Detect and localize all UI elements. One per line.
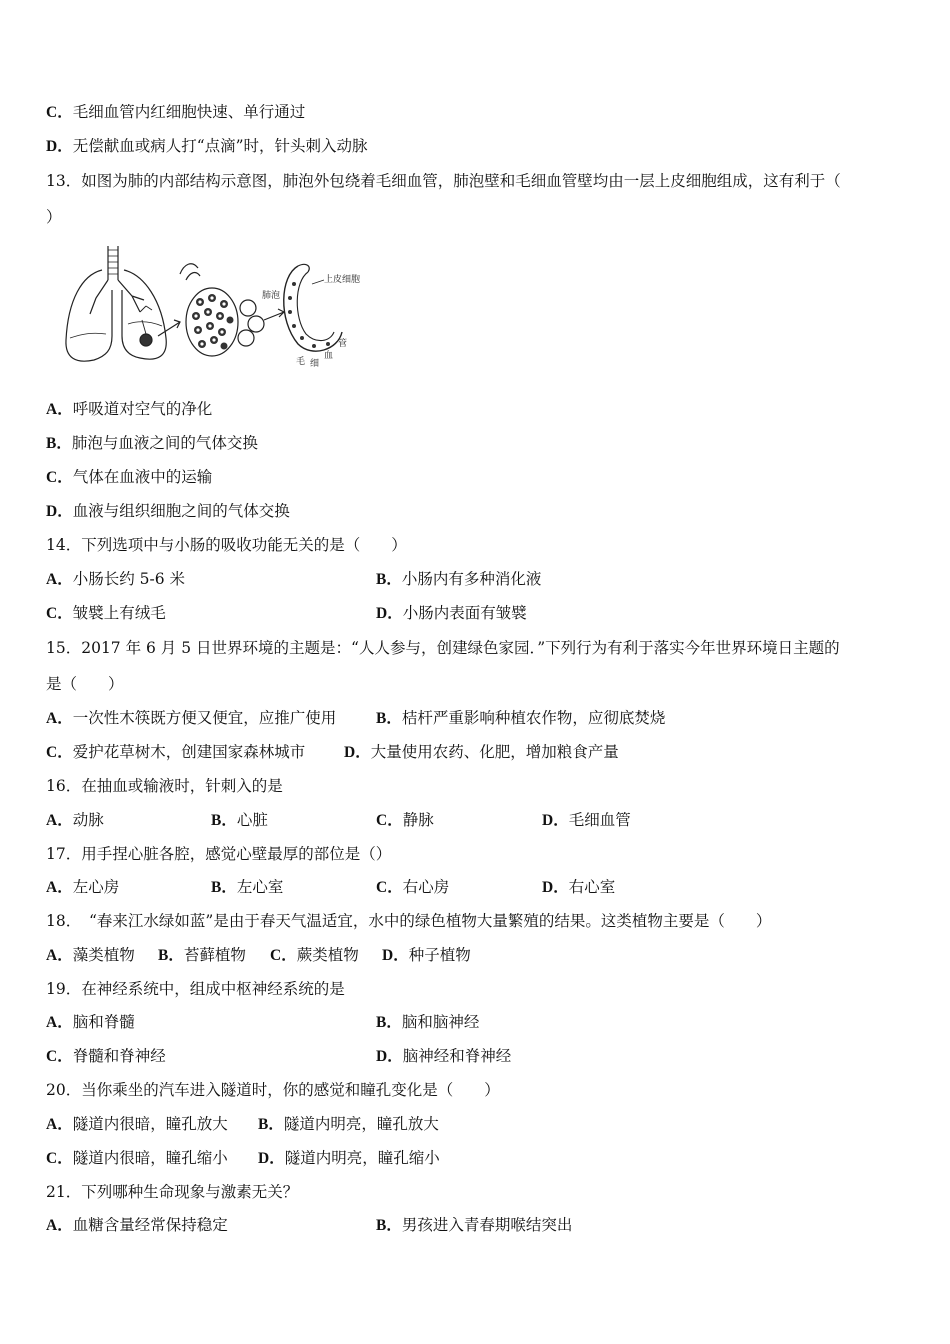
q13-option-b: B．肺泡与血液之间的气体交换 [46, 434, 258, 452]
label-alveolus: 肺泡 [262, 291, 281, 301]
label-capillary-1: 毛 [296, 357, 306, 367]
q12-option-d: D．无偿献血或病人打“点滴”时，针头刺入动脉 [46, 137, 368, 155]
q16-stem: 16．在抽血或输液时，针刺入的是 [46, 777, 283, 795]
q19-row-1 [46, 1012, 480, 1032]
q16-option-d: D．毛细血管 [542, 811, 631, 829]
q14-row-1 [46, 569, 542, 589]
q19-option-b: B．脑和脑神经 [376, 1013, 480, 1031]
q12-option-c: C．毛细血管内红细胞快速、单行通过 [46, 103, 306, 121]
q15-option-a: A．一次性木筷既方便又便宜，应推广使用 [46, 709, 337, 727]
label-capillary-3: 血 [324, 351, 334, 361]
q15-row-1 [46, 708, 666, 728]
q13-option-c: C．气体在血液中的运输 [46, 468, 213, 486]
q17-option-a: A．左心房 [46, 878, 120, 896]
q21-option-b: B．男孩进入青春期喉结突出 [376, 1216, 573, 1234]
q15-stem-cont: 是（ ） [46, 675, 124, 693]
q20-option-a: A．隧道内很暗，瞳孔放大 [46, 1115, 228, 1133]
q21-stem: 21．下列哪种生命现象与激素无关？ [46, 1183, 299, 1201]
q18-stem: 18． “春来江水绿如蓝”是由于春天气温适宜，水中的绿色植物大量繁殖的结果。这类植物主要是（ ） [46, 912, 772, 930]
q15-row-2 [46, 742, 619, 762]
q20-option-c: C．隧道内很暗，瞳孔缩小 [46, 1149, 228, 1167]
label-capillary-4: 管 [338, 339, 348, 349]
q18-option-b: B．苔藓植物 [158, 946, 246, 964]
q20-option-d: D．隧道内明亮，瞳孔缩小 [258, 1149, 440, 1167]
q19-option-d: D．脑神经和脊神经 [376, 1047, 512, 1065]
q17-option-d: D．右心室 [542, 878, 616, 896]
q20-row-1 [46, 1114, 439, 1134]
q17-option-b: B．左心室 [211, 878, 284, 896]
q13-option-a: A．呼吸道对空气的净化 [46, 400, 213, 418]
label-epithelium: 上皮细胞 [324, 275, 361, 285]
q18-option-a: A．藻类植物 [46, 946, 135, 964]
q14-stem: 14．下列选项中与小肠的吸收功能无关的是（ ） [46, 536, 407, 554]
lung-structure-figure [62, 240, 372, 372]
q20-row-2 [46, 1148, 440, 1168]
q16-option-b: B．心脏 [211, 811, 268, 829]
q15-option-d: D．大量使用农药、化肥，增加粮食产量 [344, 743, 619, 761]
q14-option-d: D．小肠内表面有皱襞 [376, 604, 527, 622]
q19-row-2 [46, 1046, 512, 1066]
q14-option-a: A．小肠长约 5-6 米 [46, 570, 186, 588]
q21-option-a: A．血糖含量经常保持稳定 [46, 1216, 228, 1234]
q19-option-a: A．脑和脊髓 [46, 1013, 135, 1031]
q16-option-a: A．动脉 [46, 811, 104, 829]
q13-stem: 13．如图为肺的内部结构示意图，肺泡外包绕着毛细血管，肺泡壁和毛细血管壁均由一层上皮细胞组成，这有利于（ [46, 172, 841, 190]
q20-stem: 20．当你乘坐的汽车进入隧道时，你的感觉和瞳孔变化是（ ） [46, 1081, 500, 1099]
q15-stem: 15．2017 年 6 月 5 日世界环境的主题是：“人人参与，创建绿色家园．”下列行为有利于落实今年世界环境日主题的 [46, 639, 840, 657]
q13-option-d: D．血液与组织细胞之间的气体交换 [46, 502, 290, 520]
q17-option-c: C．右心房 [376, 878, 450, 896]
q20-option-b: B．隧道内明亮，瞳孔放大 [258, 1115, 439, 1133]
q19-option-c: C．脊髓和脊神经 [46, 1047, 166, 1065]
label-capillary-2: 细 [310, 359, 320, 369]
q14-option-b: B．小肠内有多种消化液 [376, 570, 542, 588]
q18-option-c: C．蕨类植物 [270, 946, 359, 964]
q14-row-2 [46, 603, 527, 623]
q16-option-c: C．静脉 [376, 811, 434, 829]
q14-option-c: C．皱襞上有绒毛 [46, 604, 166, 622]
q18-option-d: D．种子植物 [382, 946, 471, 964]
q17-stem: 17．用手捏心脏各腔，感觉心壁最厚的部位是（） [46, 845, 392, 863]
q15-option-c: C．爱护花草树木，创建国家森林城市 [46, 743, 306, 761]
q21-row-1 [46, 1215, 573, 1235]
q19-stem: 19．在神经系统中，组成中枢神经系统的是 [46, 980, 345, 998]
q13-stem-cont: ） [46, 208, 62, 226]
q15-option-b: B．桔杆严重影响种植农作物，应彻底焚烧 [376, 709, 666, 727]
